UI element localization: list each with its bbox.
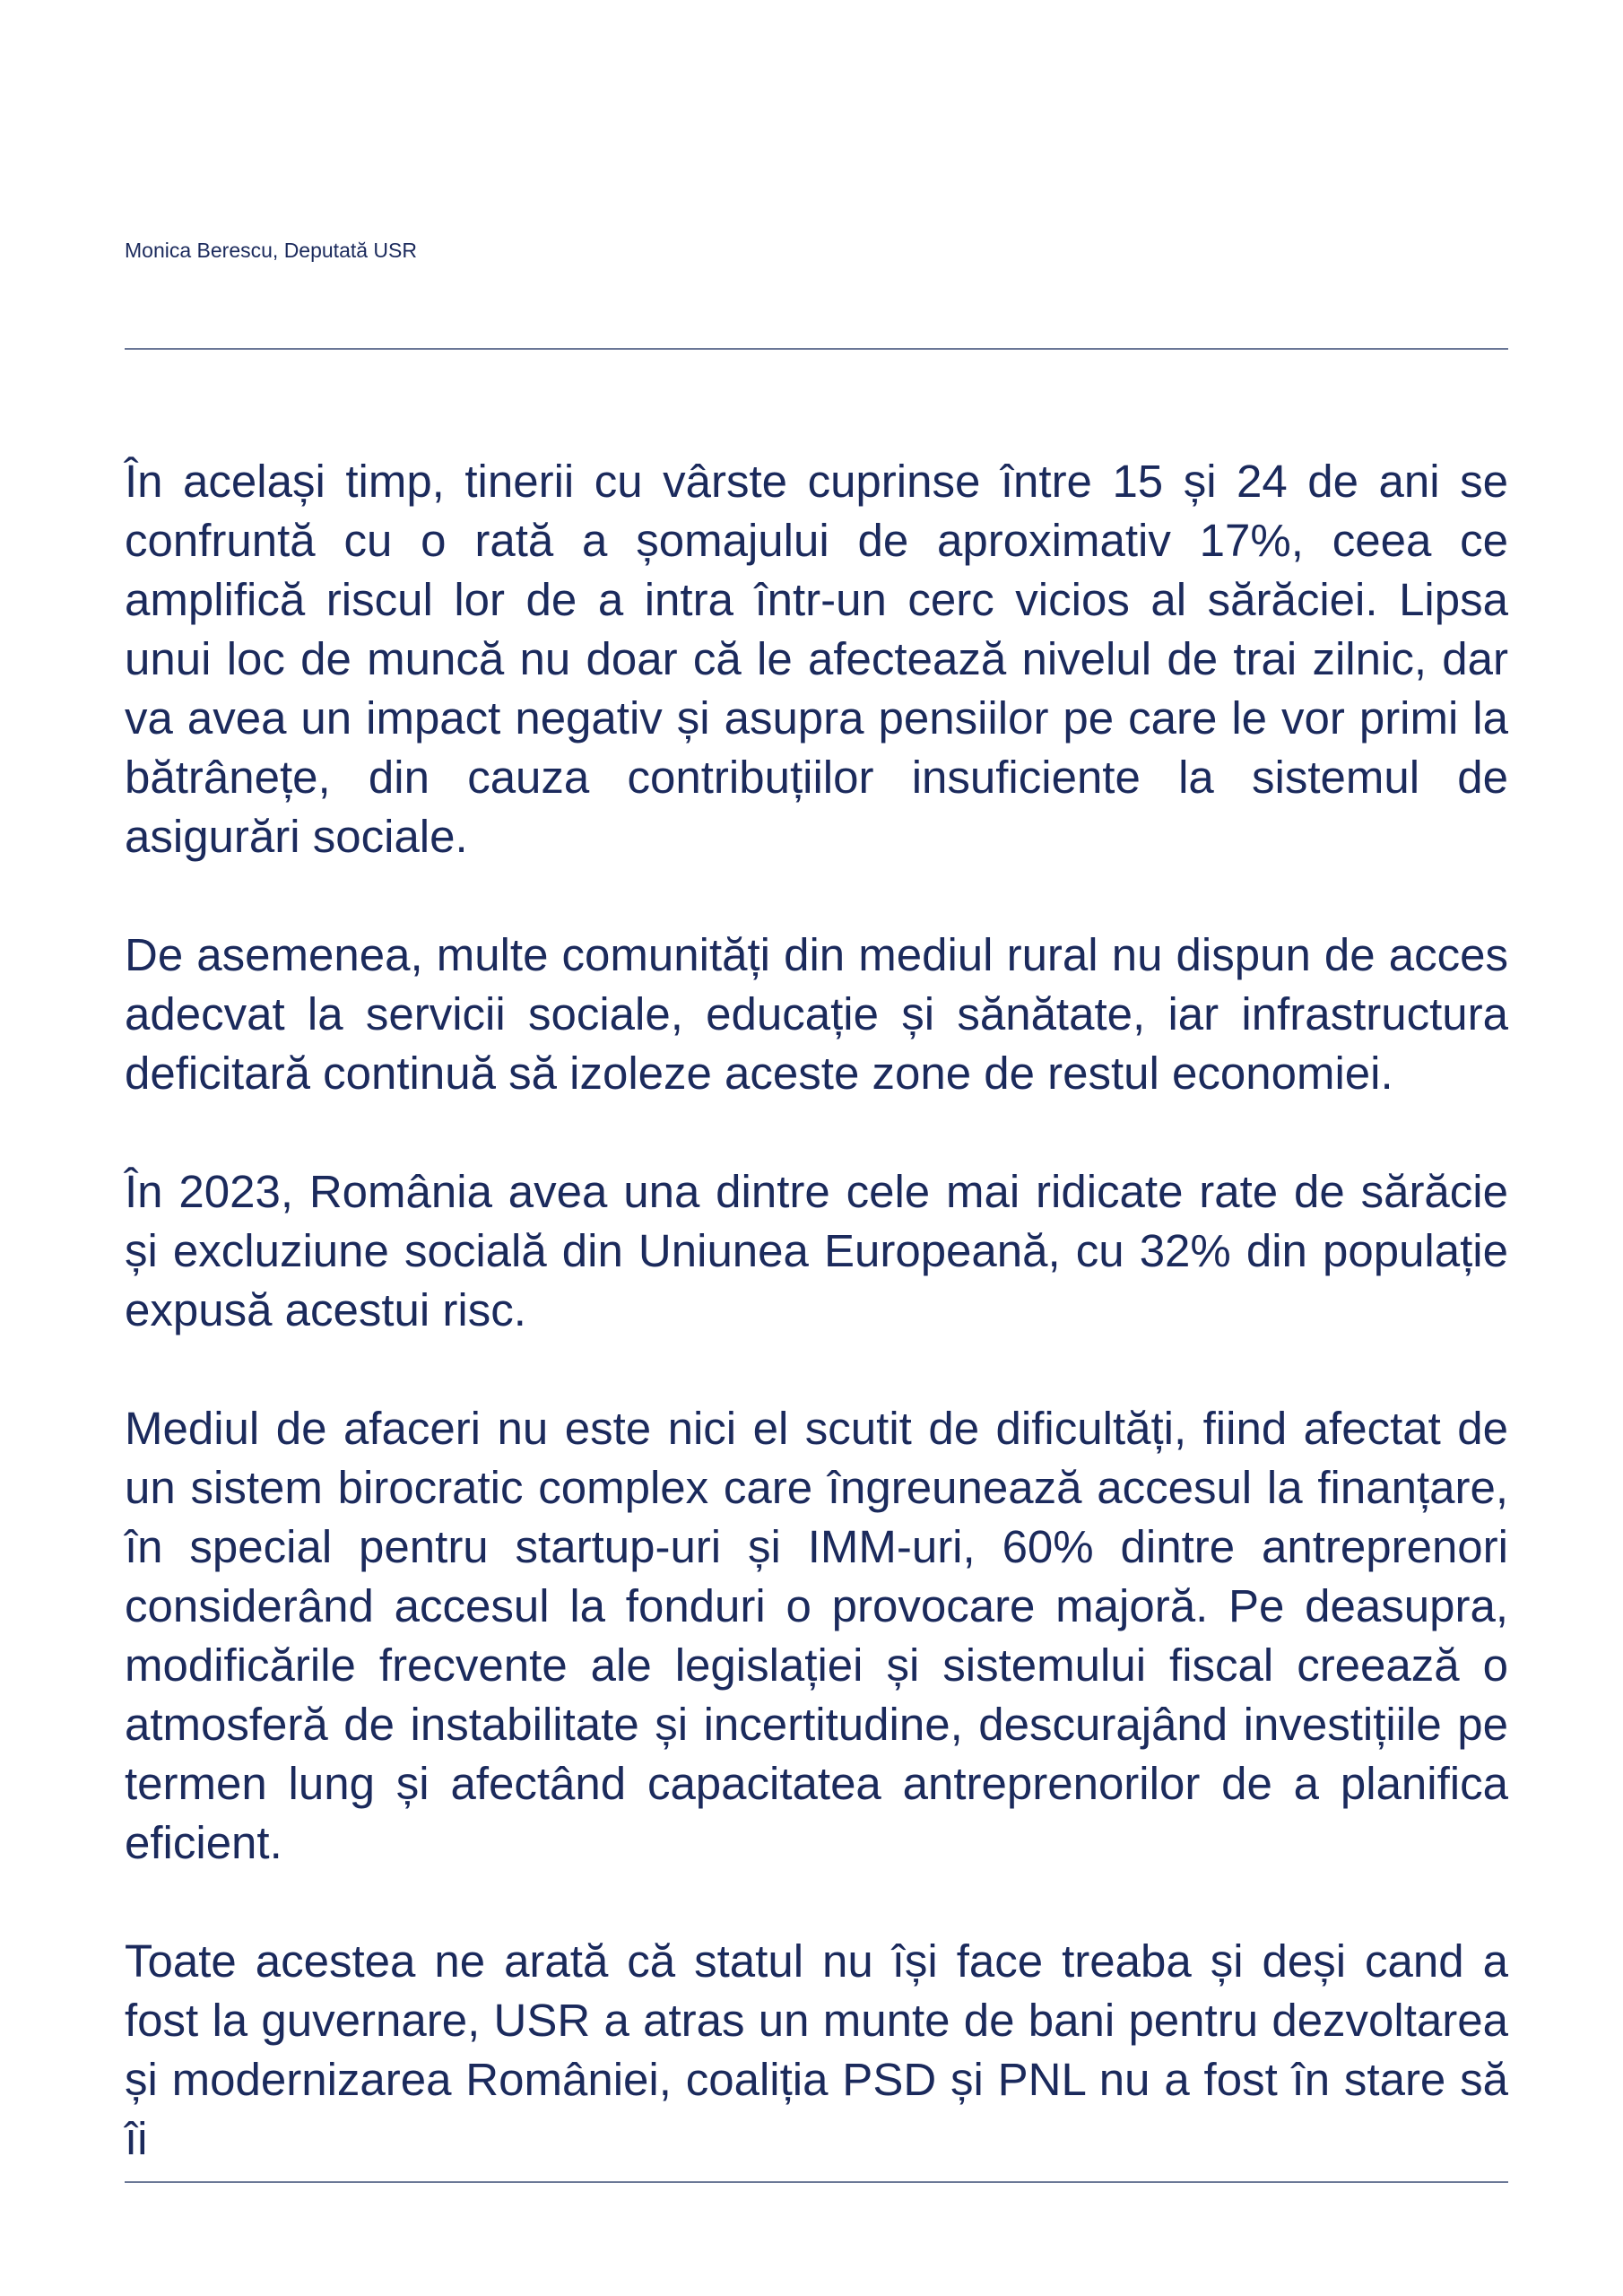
paragraph-rural-access: De asemenea, multe comunități din mediul rural nu dispun de acces adecvat la servicii sociale, educație și sănătate, iar infrastructura deficitară continuă să izoleze aceste zone de restul economiei. <box>125 929 1508 1099</box>
paragraph-conclusion: Toate acestea ne arată că statul nu își face treaba și deși cand a fost la guvernare, USR a atras un munte de bani pentru dezvoltarea și modernizarea României, coaliția PSD și PNL nu a fost în stare să îi <box>125 1935 1508 2164</box>
footer-divider <box>125 2181 1508 2183</box>
author-byline: Monica Berescu, Deputată USR <box>125 239 417 262</box>
header-divider <box>125 348 1508 350</box>
paragraph-poverty-rate: În 2023, România avea una dintre cele mai ridicate rate de sărăcie și excluziune socială din Uniunea Europeană, cu 32% din populație expusă acestui risc. <box>125 1166 1508 1335</box>
paragraph-youth-unemployment: În același timp, tinerii cu vârste cuprinse între 15 și 24 de ani se confruntă cu o rată a șomajului de aproximativ 17%, ceea ce amplifică riscul lor de a intra într-un cerc vicios al sărăciei. Lipsa unui loc de muncă nu doar că le afectează nivelul de trai zilnic, dar va avea un impact negativ și asupra pensiilor pe care le vor primi la bătrânețe, din cauza contribuțiilor insuficiente la sistemul de asigurări sociale. <box>125 456 1508 862</box>
paragraph-business-environment: Mediul de afaceri nu este nici el scutit de dificultăți, fiind afectat de un sistem birocratic complex care îngreunează accesul la finanțare, în special pentru startup-uri și IMM-uri, 60% dintre antreprenori considerând accesul la fonduri o provocare majoră. Pe deasupra, modificările frecvente ale legislației și sistemului fiscal creează o atmosferă de instabilitate și incertitudine, descurajând investițiile pe termen lung și afectând capacitatea antreprenorilor de a planifica eficient. <box>125 1403 1508 1868</box>
article-body <box>125 452 1508 2228</box>
